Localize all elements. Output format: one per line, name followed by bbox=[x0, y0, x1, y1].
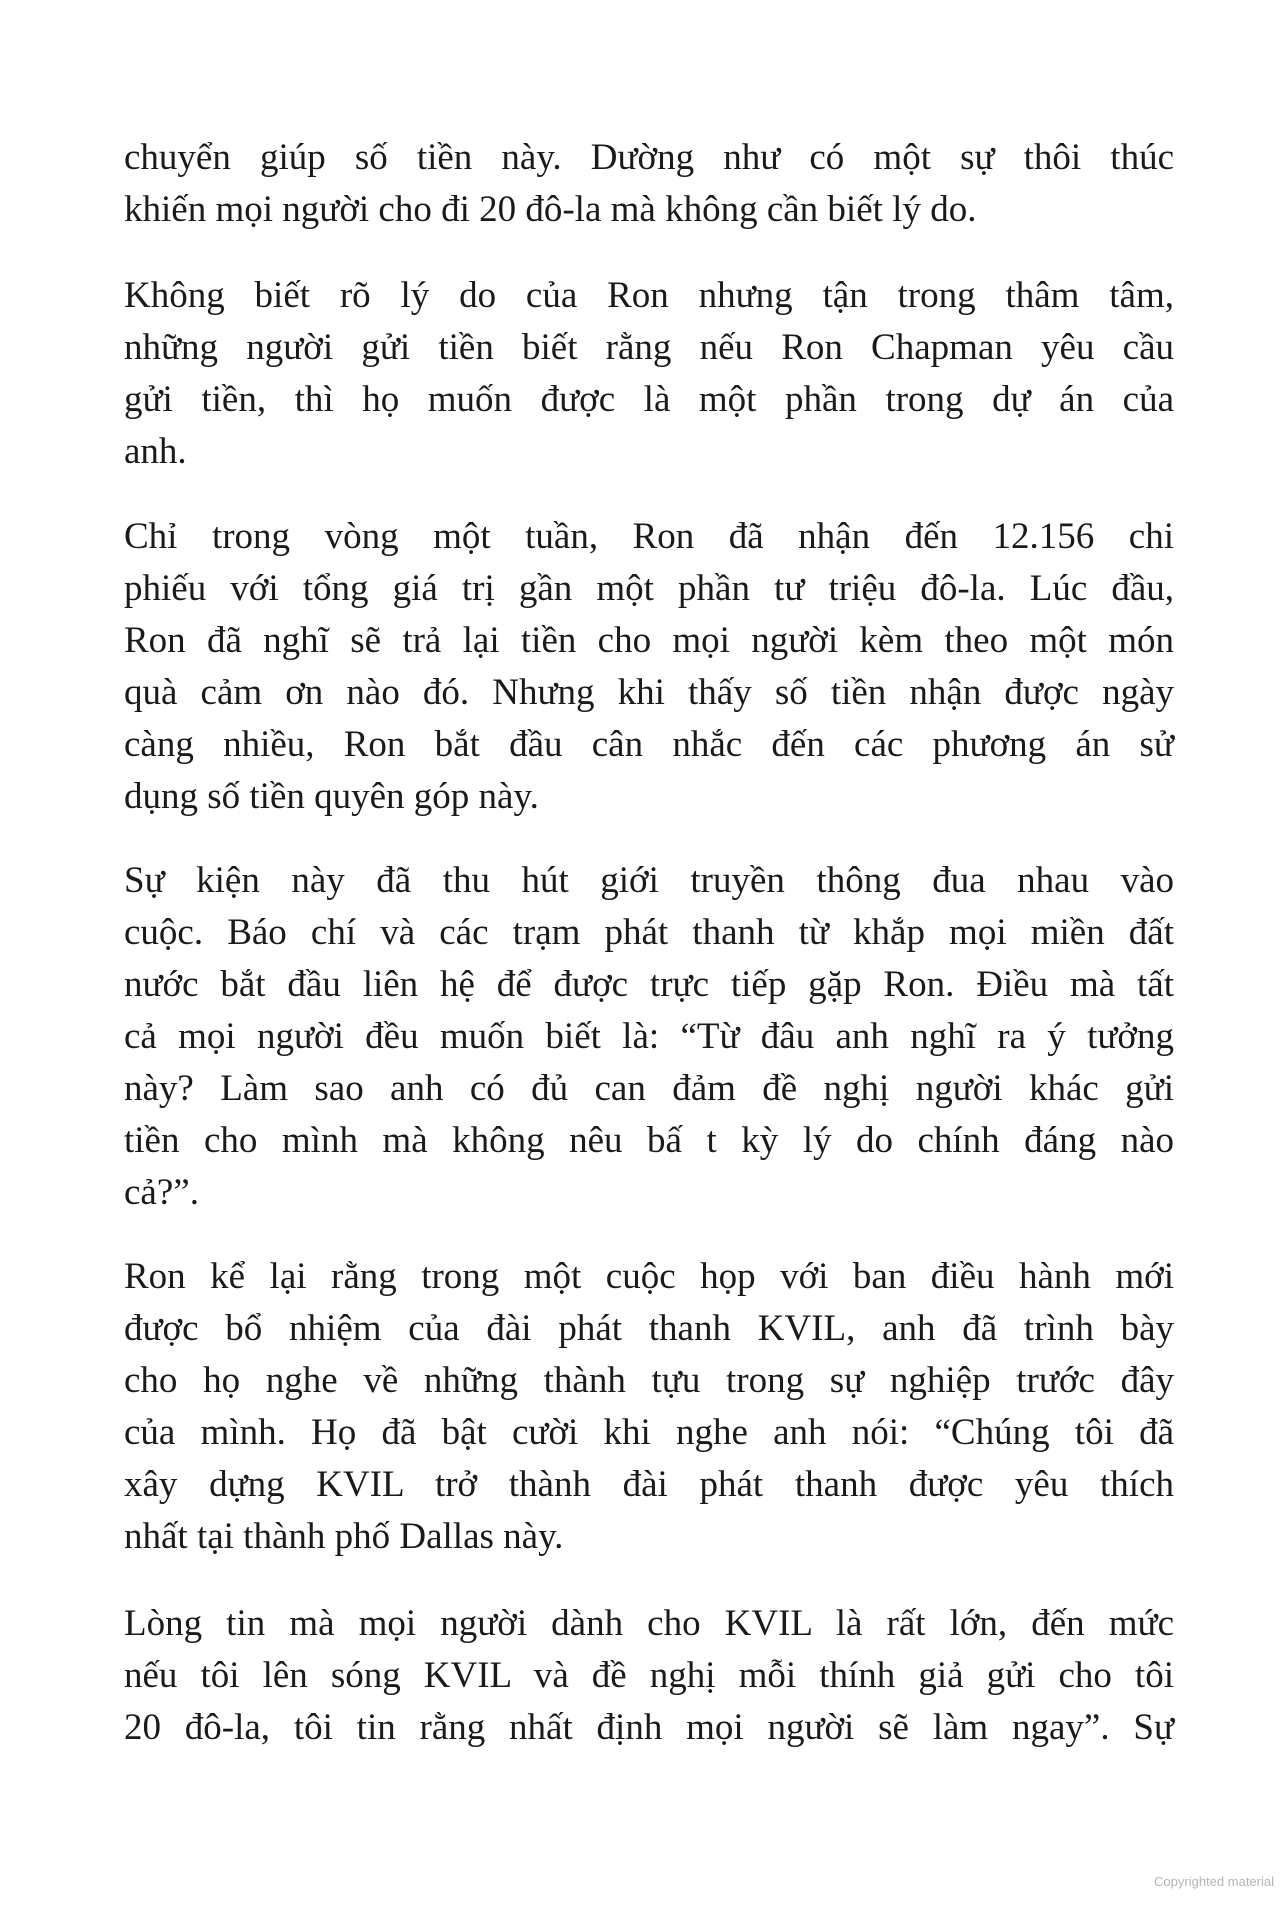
text-line: càng nhiều, Ron bắt đầu cân nhắc đến các phương án sử bbox=[124, 724, 1174, 765]
text-line: nhất tại thành phố Dallas này. bbox=[124, 1516, 564, 1557]
text-line: nếu tôi lên sóng KVIL và đề nghị mỗi thính giả gửi cho tôi bbox=[124, 1655, 1174, 1696]
text-line: Ron kể lại rằng trong một cuộc họp với ban điều hành mới bbox=[124, 1256, 1174, 1297]
text-line: quà cảm ơn nào đó. Nhưng khi thấy số tiền nhận được ngày bbox=[124, 672, 1174, 713]
text-line: cả?”. bbox=[124, 1172, 199, 1213]
text-line: tiền cho mình mà không nêu bấ t kỳ lý do chính đáng nào bbox=[124, 1120, 1174, 1161]
text-line: Sự kiện này đã thu hút giới truyền thông đua nhau vào bbox=[124, 860, 1174, 901]
text-line: cho họ nghe về những thành tựu trong sự nghiệp trước đây bbox=[124, 1360, 1174, 1401]
paragraph bbox=[124, 270, 1174, 478]
text-line: dụng số tiền quyên góp này. bbox=[124, 776, 539, 817]
paragraph bbox=[124, 1598, 1174, 1754]
text-line: gửi tiền, thì họ muốn được là một phần trong dự án của bbox=[124, 379, 1174, 420]
text-line: được bổ nhiệm của đài phát thanh KVIL, anh đã trình bày bbox=[124, 1308, 1174, 1349]
text-line: Không biết rõ lý do của Ron nhưng tận trong thâm tâm, bbox=[124, 275, 1174, 316]
text-line: cuộc. Báo chí và các trạm phát thanh từ khắp mọi miền đất bbox=[124, 912, 1174, 953]
copyright-notice: Copyrighted material bbox=[1154, 1874, 1274, 1889]
text-line: của mình. Họ đã bật cười khi nghe anh nói: “Chúng tôi đã bbox=[124, 1412, 1174, 1453]
text-line: Chỉ trong vòng một tuần, Ron đã nhận đến 12.156 chi bbox=[124, 516, 1174, 557]
text-line: Ron đã nghĩ sẽ trả lại tiền cho mọi người kèm theo một món bbox=[124, 620, 1174, 661]
text-line: xây dựng KVIL trở thành đài phát thanh được yêu thích bbox=[124, 1464, 1174, 1505]
text-line: anh. bbox=[124, 431, 187, 472]
text-line: nước bắt đầu liên hệ để được trực tiếp gặp Ron. Điều mà tất bbox=[124, 964, 1174, 1005]
text-line: Lòng tin mà mọi người dành cho KVIL là rất lớn, đến mức bbox=[124, 1603, 1174, 1644]
paragraph bbox=[124, 132, 1174, 236]
text-line: những người gửi tiền biết rằng nếu Ron Chapman yêu cầu bbox=[124, 327, 1174, 368]
text-line: chuyển giúp số tiền này. Dường như có một sự thôi thúc bbox=[124, 137, 1174, 178]
text-line: này? Làm sao anh có đủ can đảm đề nghị người khác gửi bbox=[124, 1068, 1174, 1109]
paragraph bbox=[124, 1251, 1174, 1563]
text-line: 20 đô-la, tôi tin rằng nhất định mọi người sẽ làm ngay”. Sự bbox=[124, 1707, 1174, 1748]
text-line: cả mọi người đều muốn biết là: “Từ đâu anh nghĩ ra ý tưởng bbox=[124, 1016, 1174, 1057]
text-line: khiến mọi người cho đi 20 đô-la mà không cần biết lý do. bbox=[124, 189, 977, 230]
paragraph bbox=[124, 511, 1174, 823]
paragraph bbox=[124, 855, 1174, 1219]
text-line: phiếu với tổng giá trị gần một phần tư triệu đô-la. Lúc đầu, bbox=[124, 568, 1174, 609]
